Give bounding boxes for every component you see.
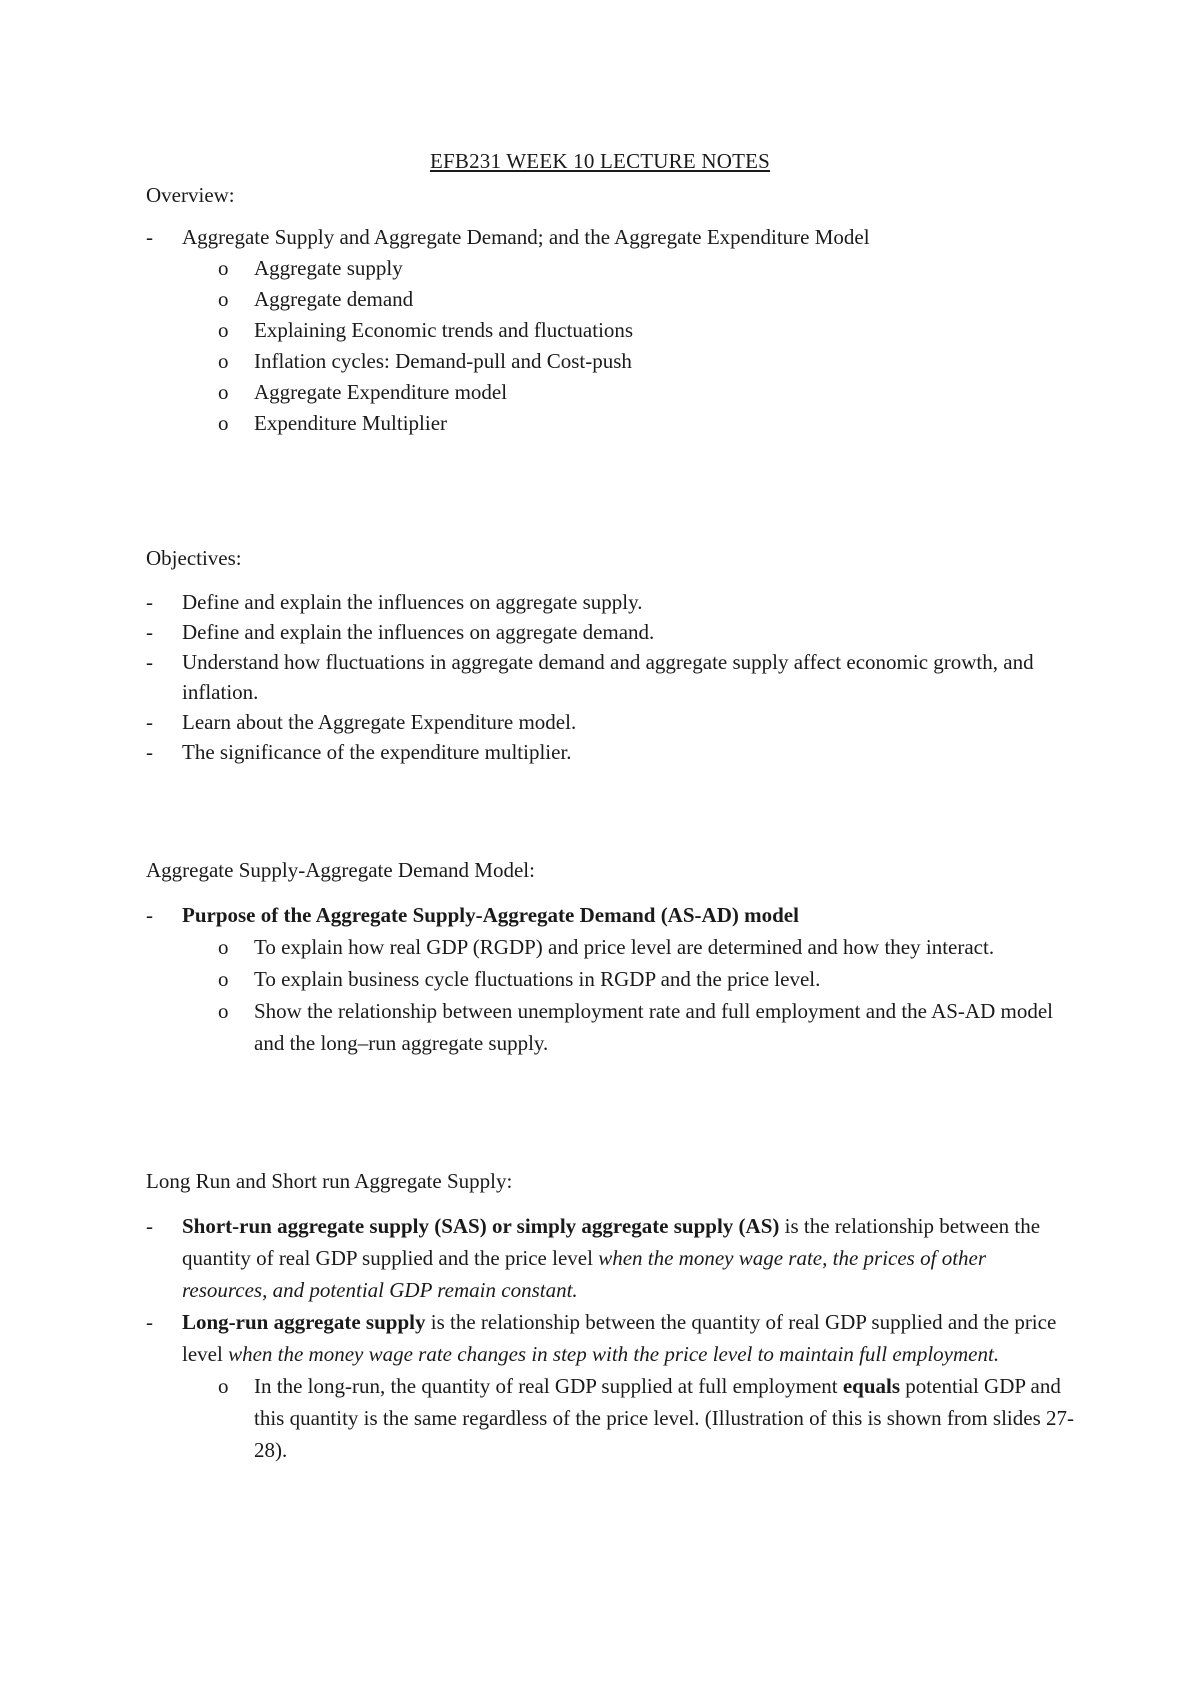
objective-item: Define and explain the influences on aggregate demand. (182, 619, 655, 644)
objective-item: Understand how fluctuations in aggregate demand and aggregate supply affect economic growth, and inflation. (182, 649, 1034, 704)
overview-main-item: Aggregate Supply and Aggregate Demand; and the Aggregate Expenditure Model (182, 224, 870, 249)
dash-marker: - (146, 902, 153, 927)
lr-sub-bold: equals (842, 1373, 901, 1398)
list-item (146, 377, 1076, 408)
list-item (146, 253, 1076, 284)
list-item (146, 737, 1076, 767)
lr-sub-text-1: In the long-run, the quantity of real GDP supplied at full employment (254, 1373, 843, 1398)
overview-sub-item: Explaining Economic trends and fluctuations (254, 317, 634, 342)
list-item (146, 995, 1076, 1059)
document-title: EFB231 WEEK 10 LECTURE NOTES (429, 149, 771, 173)
lras-italic: when the money wage rate changes in step with the price level to maintain full employment. (228, 1341, 1000, 1366)
list-item (146, 931, 1076, 963)
dash-marker: - (146, 1213, 153, 1238)
overview-section (146, 180, 1076, 439)
bullet-marker: o (218, 255, 229, 280)
dash-marker: - (146, 589, 153, 614)
list-item (146, 963, 1076, 995)
objectives-heading: Objectives: (146, 546, 242, 570)
asad-sub-item: To explain how real GDP (RGDP) and price level are determined and how they interact. (254, 934, 995, 959)
bullet-marker: o (218, 286, 229, 311)
bullet-marker: o (218, 1373, 229, 1398)
sas-text: is the relationship between the quantity of real GDP supplied and the price level (182, 1213, 1041, 1270)
bullet-marker: o (218, 934, 229, 959)
dash-marker: - (146, 1309, 153, 1334)
asad-section (146, 855, 1076, 1059)
objective-item: The significance of the expenditure multiplier. (182, 739, 572, 764)
asad-main-item: Purpose of the Aggregate Supply-Aggregate Demand (AS-AD) model (182, 902, 799, 927)
dash-marker: - (146, 224, 153, 249)
lrsr-heading: Long Run and Short run Aggregate Supply: (146, 1169, 513, 1193)
list-item (146, 346, 1076, 377)
list-item (146, 707, 1076, 737)
overview-sub-item: Expenditure Multiplier (254, 410, 448, 435)
overview-sub-item: Inflation cycles: Demand-pull and Cost-push (254, 348, 632, 373)
dash-marker: - (146, 619, 153, 644)
bullet-marker: o (218, 966, 229, 991)
list-item (146, 408, 1076, 439)
lras-term: Long-run aggregate supply (182, 1309, 426, 1334)
list-item (146, 284, 1076, 315)
objective-item: Learn about the Aggregate Expenditure model. (182, 709, 577, 734)
bullet-marker: o (218, 317, 229, 342)
list-item (146, 1306, 1076, 1370)
asad-sub-item: Show the relationship between unemployment rate and full employment and the AS-AD model and the long–run aggregate supply. (254, 998, 1053, 1055)
list-item (146, 1370, 1076, 1466)
asad-heading: Aggregate Supply-Aggregate Demand Model: (146, 858, 535, 882)
dash-marker: - (146, 649, 153, 674)
dash-marker: - (146, 739, 153, 764)
lrsr-section (146, 1166, 1076, 1466)
list-item (146, 1210, 1076, 1306)
bullet-marker: o (218, 348, 229, 373)
bullet-marker: o (218, 998, 229, 1023)
overview-sub-item: Aggregate supply (254, 255, 403, 280)
list-item (146, 899, 1076, 931)
objectives-section (146, 543, 1076, 767)
sas-italic: when the money wage rate, the prices of other resources, and potential GDP remain constant. (182, 1245, 987, 1302)
bullet-marker: o (218, 379, 229, 404)
list-item (146, 647, 1076, 707)
list-item (146, 315, 1076, 346)
lr-sub-text-2: potential GDP and this quantity is the same regardless of the price level. (Illustration of this is shown from slides 27-28). (254, 1373, 1075, 1462)
list-item (146, 587, 1076, 617)
list-item (146, 222, 1076, 253)
list-item (146, 617, 1076, 647)
objective-item: Define and explain the influences on aggregate supply. (182, 589, 643, 614)
dash-marker: - (146, 709, 153, 734)
lras-text: is the relationship between the quantity of real GDP supplied and the price level (182, 1309, 1057, 1366)
bullet-marker: o (218, 410, 229, 435)
overview-heading: Overview: (146, 183, 235, 207)
overview-sub-item: Aggregate demand (254, 286, 414, 311)
asad-sub-item: To explain business cycle fluctuations in RGDP and the price level. (254, 966, 821, 991)
sas-term: Short-run aggregate supply (SAS) or simply aggregate supply (AS) (182, 1213, 780, 1238)
overview-sub-item: Aggregate Expenditure model (254, 379, 508, 404)
